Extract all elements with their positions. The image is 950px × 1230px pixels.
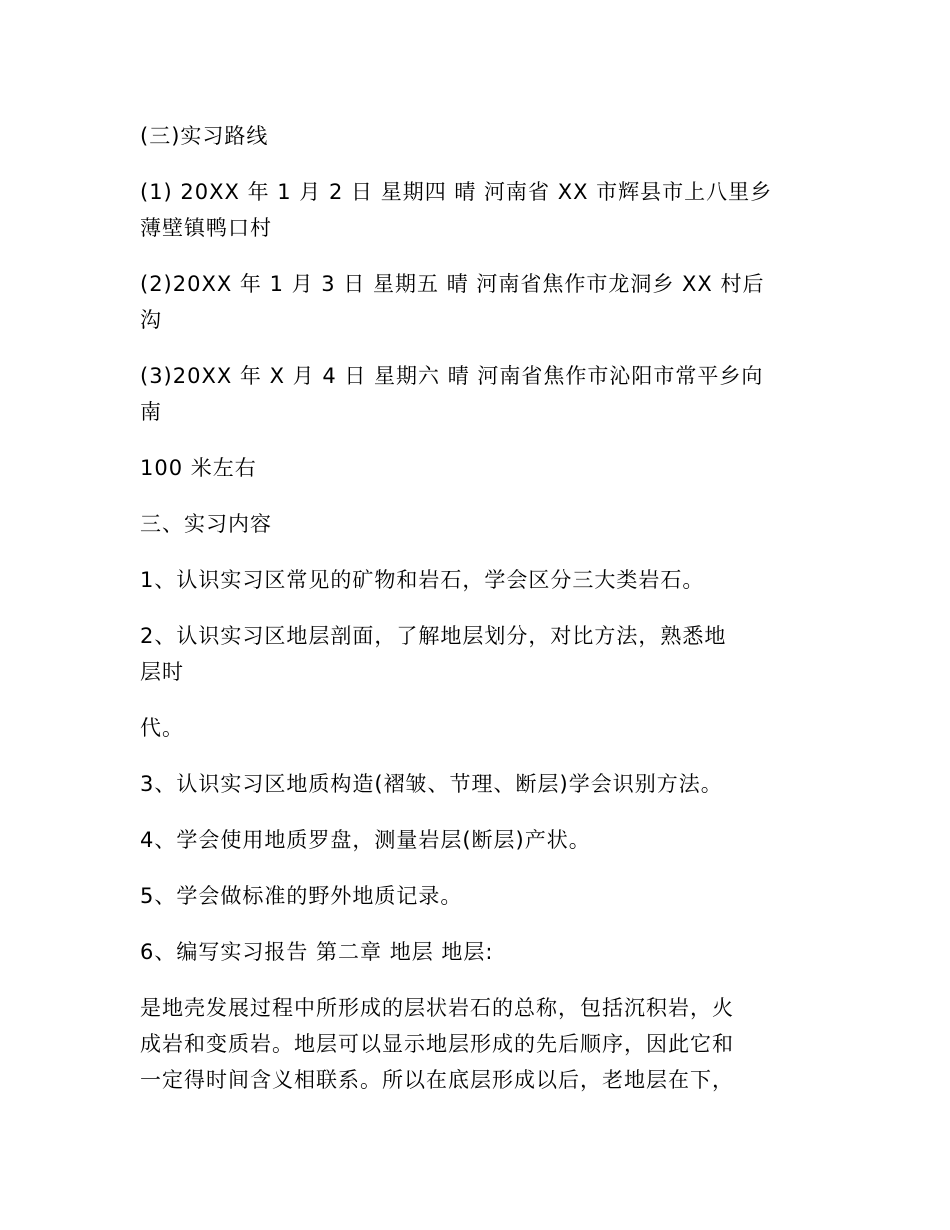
text-line: 薄壁镇鸭口村 [140, 216, 272, 240]
text-line: (3)20XX 年 X 月 4 日 星期六 晴 河南省焦作市沁阳市常平乡向 [140, 364, 764, 388]
content-item-2-continued [140, 710, 820, 746]
route-item-1 [140, 174, 820, 246]
content-item-3 [140, 766, 820, 802]
text-line: 100 米左右 [140, 456, 257, 480]
route-item-2 [140, 266, 820, 338]
content-item-1 [140, 562, 820, 598]
stratum-definition-paragraph [140, 990, 820, 1098]
text-line: 南 [140, 400, 162, 424]
text-line: 层时 [140, 660, 184, 684]
heading-practice-content [140, 506, 820, 542]
text-line: 3、认识实习区地质构造(褶皱、节理、断层)学会识别方法。 [140, 772, 723, 796]
content-item-2 [140, 618, 820, 690]
text-line: 一定得时间含义相联系。所以在底层形成以后，老地层在下， [140, 1068, 734, 1092]
text-line: (2)20XX 年 1 月 3 日 星期五 晴 河南省焦作市龙洞乡 XX 村后 [140, 272, 765, 296]
text-line: 成岩和变质岩。地层可以显示地层形成的先后顺序，因此它和 [140, 1032, 734, 1056]
text-line: 6、编写实习报告 第二章 地层 地层: [140, 940, 494, 964]
text-line: 2、认识实习区地层剖面，了解地层划分，对比方法，熟悉地 [140, 624, 727, 648]
text-line: 三、实习内容 [140, 512, 272, 536]
heading-practice-route [140, 118, 820, 154]
text-line: (三)实习路线 [140, 124, 269, 148]
text-line: 沟 [140, 308, 162, 332]
route-item-3 [140, 358, 820, 430]
text-line: 代。 [140, 716, 184, 740]
text-line: 4、学会使用地质罗盘，测量岩层(断层)产状。 [140, 828, 591, 852]
content-item-6 [140, 934, 820, 970]
route-item-3-continued [140, 450, 820, 486]
document-body [140, 118, 820, 1118]
content-item-4 [140, 822, 820, 858]
text-line: 1、认识实习区常见的矿物和岩石，学会区分三大类岩石。 [140, 568, 705, 592]
content-item-5 [140, 878, 820, 914]
text-line: 5、学会做标准的野外地质记录。 [140, 884, 463, 908]
text-line: (1) 20XX 年 1 月 2 日 星期四 晴 河南省 XX 市辉县市上八里乡 [140, 180, 773, 204]
text-line: 是地壳发展过程中所形成的层状岩石的总称，包括沉积岩，火 [140, 996, 734, 1020]
